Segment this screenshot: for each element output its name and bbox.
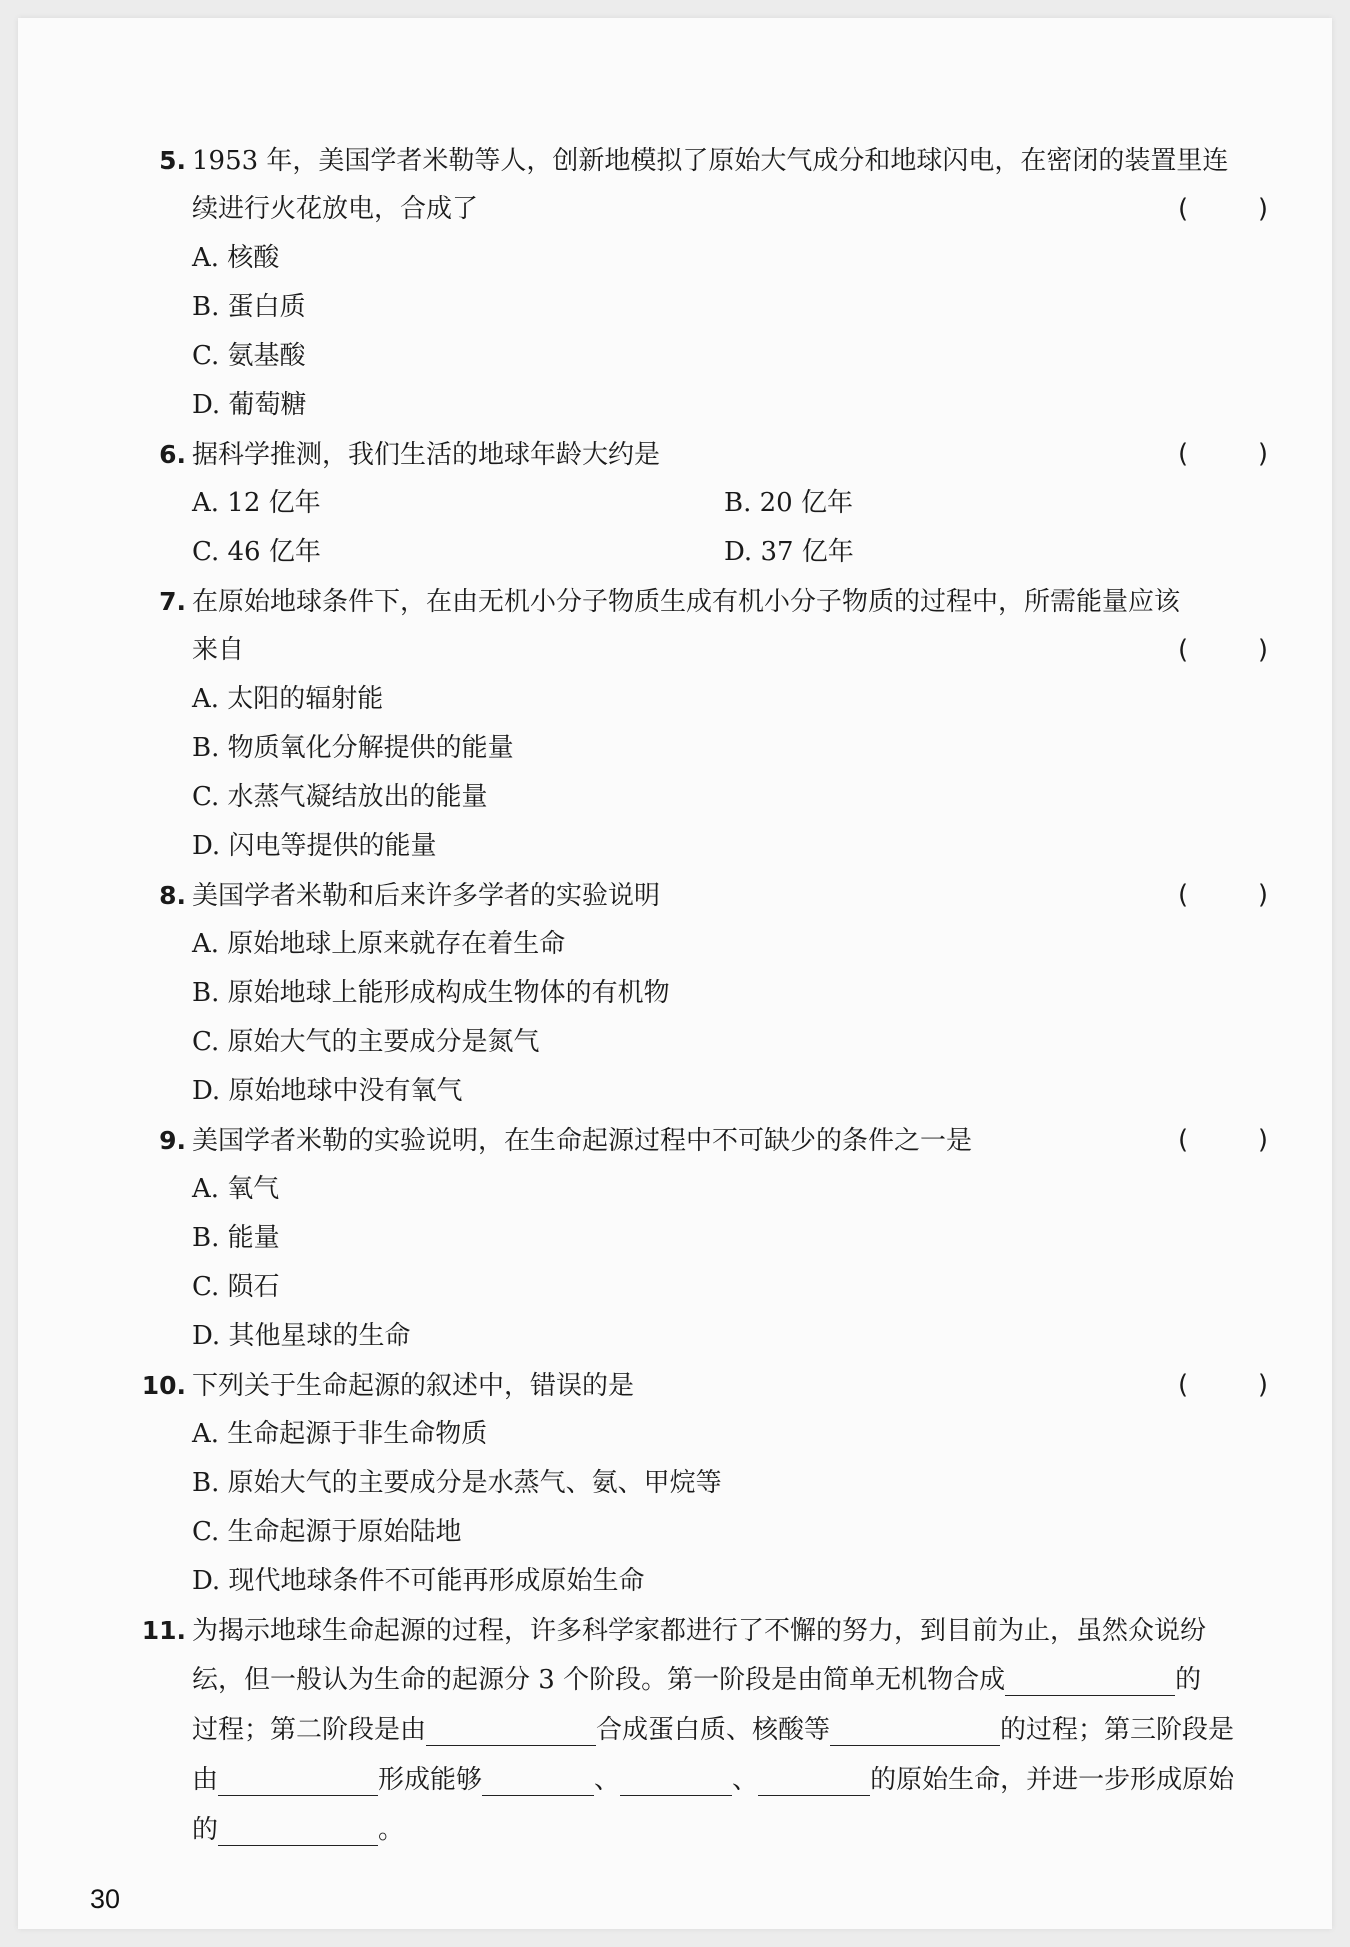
question-7 <box>140 577 1268 871</box>
question-8 <box>140 871 1268 1116</box>
question-list <box>140 136 1268 1855</box>
question-stem: 美国学者米勒和后来许多学者的实验说明 <box>192 881 661 911</box>
question-11 <box>140 1606 1268 1855</box>
option-c: C. 原始大气的主要成分是氮气 <box>192 1027 540 1057</box>
option-b: B. 20 亿年 <box>724 488 853 518</box>
fill-line-5: 的 。 <box>192 1815 405 1845</box>
option-c: C. 氨基酸 <box>192 341 306 371</box>
page-number: 30 <box>90 1884 121 1914</box>
option-a: A. 核酸 <box>192 243 280 273</box>
option-b: B. 原始地球上能形成构成生物体的有机物 <box>192 978 670 1008</box>
option-d: D. 37 亿年 <box>724 537 854 567</box>
answer-blank-5[interactable] <box>482 1765 594 1796</box>
answer-blank-4[interactable] <box>218 1765 378 1796</box>
option-b: B. 蛋白质 <box>192 292 306 322</box>
question-stem-cont: 来自 <box>192 635 245 665</box>
question-number: 7. <box>159 587 186 616</box>
question-number: 11. <box>141 1616 186 1645</box>
answer-bracket[interactable]: ( ) <box>1178 880 1268 910</box>
question-stem: 美国学者米勒的实验说明，在生命起源过程中不可缺少的条件之一是 <box>192 1126 973 1156</box>
answer-blank-6[interactable] <box>620 1765 732 1796</box>
answer-blank-2[interactable] <box>426 1715 596 1746</box>
answer-bracket[interactable]: ( ) <box>1178 1370 1268 1400</box>
question-number: 9. <box>159 1126 186 1155</box>
question-stem: 1953 年，美国学者米勒等人，创新地模拟了原始大气成分和地球闪电，在密闭的装置里连 <box>192 146 1229 176</box>
answer-bracket[interactable]: ( ) <box>1178 194 1268 224</box>
option-b: B. 物质氧化分解提供的能量 <box>192 733 514 763</box>
fill-line-4: 由 形成能够 、 、 的原始生命，并进一步形成原始 <box>192 1765 1235 1795</box>
question-9 <box>140 1116 1268 1361</box>
option-d: D. 原始地球中没有氧气 <box>192 1076 463 1106</box>
question-number: 5. <box>159 146 186 175</box>
question-number: 10. <box>141 1371 186 1400</box>
worksheet-page <box>18 18 1332 1929</box>
answer-blank-1[interactable] <box>1005 1665 1175 1696</box>
option-d: D. 现代地球条件不可能再形成原始生命 <box>192 1566 645 1596</box>
option-d: D. 闪电等提供的能量 <box>192 831 437 861</box>
question-stem: 为揭示地球生命起源的过程，许多科学家都进行了不懈的努力，到目前为止，虽然众说纷 <box>192 1616 1207 1646</box>
question-stem: 据科学推测，我们生活的地球年龄大约是 <box>192 440 661 470</box>
answer-bracket[interactable]: ( ) <box>1178 635 1268 665</box>
question-5 <box>140 136 1268 430</box>
fill-line-2: 纭，但一般认为生命的起源分 3 个阶段。第一阶段是由简单无机物合成 的 <box>192 1665 1202 1695</box>
option-d: D. 葡萄糖 <box>192 390 307 420</box>
question-6 <box>140 430 1268 577</box>
option-a: A. 氧气 <box>192 1174 280 1204</box>
option-c: C. 生命起源于原始陆地 <box>192 1517 462 1547</box>
option-a: A. 原始地球上原来就存在着生命 <box>192 929 566 959</box>
question-number: 8. <box>159 881 186 910</box>
option-a: A. 生命起源于非生命物质 <box>192 1419 488 1449</box>
option-a: A. 12 亿年 <box>192 488 321 518</box>
question-stem: 下列关于生命起源的叙述中，错误的是 <box>192 1371 635 1401</box>
question-stem-cont: 续进行火花放电，合成了 <box>192 194 479 224</box>
question-10 <box>140 1361 1268 1606</box>
option-c: C. 46 亿年 <box>192 537 321 567</box>
answer-blank-7[interactable] <box>758 1765 870 1796</box>
option-c: C. 陨石 <box>192 1272 280 1302</box>
option-c: C. 水蒸气凝结放出的能量 <box>192 782 488 812</box>
answer-blank-8[interactable] <box>218 1815 378 1846</box>
answer-bracket[interactable]: ( ) <box>1178 1125 1268 1155</box>
option-b: B. 原始大气的主要成分是水蒸气、氨、甲烷等 <box>192 1468 722 1498</box>
question-number: 6. <box>159 440 186 469</box>
fill-line-3: 过程；第二阶段是由 合成蛋白质、核酸等 的过程；第三阶段是 <box>192 1715 1235 1745</box>
question-stem: 在原始地球条件下，在由无机小分子物质生成有机小分子物质的过程中，所需能量应该 <box>192 587 1181 617</box>
answer-blank-3[interactable] <box>830 1715 1000 1746</box>
answer-bracket[interactable]: ( ) <box>1178 439 1268 469</box>
option-a: A. 太阳的辐射能 <box>192 684 384 714</box>
option-b: B. 能量 <box>192 1223 280 1253</box>
option-d: D. 其他星球的生命 <box>192 1321 411 1351</box>
